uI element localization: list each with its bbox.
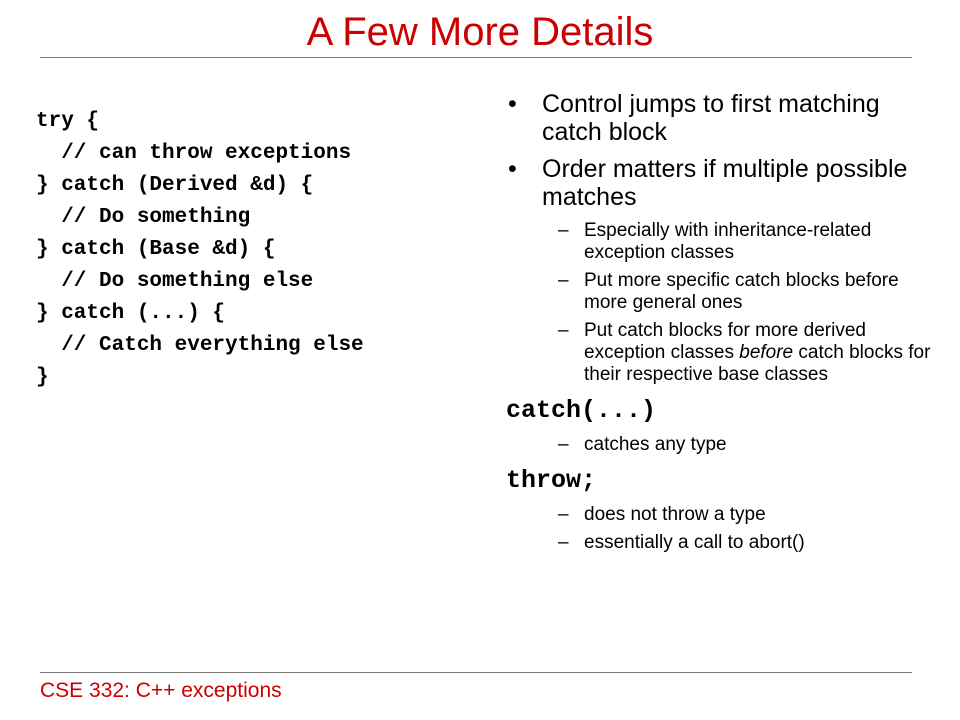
dash-icon: – (558, 504, 569, 525)
dash-icon: – (558, 434, 569, 455)
bullet-item (506, 90, 946, 146)
sub-bullet-text: essentially a call to abort() (584, 532, 805, 553)
bullet-dot-icon: • (508, 90, 517, 118)
code-line: } catch (Derived &d) { (36, 174, 314, 197)
footer-divider (40, 672, 912, 673)
rethrow-heading: throw; (506, 466, 597, 495)
bullet-item (506, 155, 946, 211)
code-line: // Do something (36, 206, 251, 229)
bullet-dot-icon: • (508, 155, 517, 183)
sub-bullet-item (506, 434, 946, 456)
sub-bullet-item (506, 220, 946, 264)
emphasis-text: before (739, 342, 794, 363)
bullet-text: Order matters if multiple possible matches (542, 155, 908, 211)
catch-all-heading: catch(...) (506, 396, 657, 425)
sub-bullet-item (506, 320, 946, 386)
sub-bullet-item (506, 270, 946, 314)
code-line: // Catch everything else (36, 334, 364, 357)
sub-bullet-text: catches any type (584, 434, 727, 455)
slide-title: A Few More Details (306, 10, 654, 54)
sub-bullet-text: does not throw a type (584, 504, 766, 525)
slide-footer: CSE 332: C++ exceptions (40, 679, 282, 702)
dash-icon: – (558, 270, 569, 291)
sub-bullet-text-pre: Put catch blocks for more derived exception classes (584, 320, 866, 363)
code-line: } catch (...) { (36, 302, 226, 325)
dash-icon: – (558, 220, 569, 241)
sub-bullet-text-post: catch blocks for their respective base classes (584, 342, 931, 385)
bullet-list (506, 90, 946, 560)
title-divider (40, 57, 912, 58)
sub-bullet-item (506, 504, 946, 526)
bullet-text: Control jumps to first matching catch block (542, 90, 880, 146)
dash-icon: – (558, 320, 569, 341)
code-line: try { (36, 110, 100, 133)
sub-bullet-text: Put more specific catch blocks before more general ones (584, 270, 899, 313)
code-line: // can throw exceptions (36, 142, 352, 165)
code-line: } catch (Base &d) { (36, 238, 276, 261)
dash-icon: – (558, 532, 569, 553)
code-line: } (36, 366, 49, 389)
sub-bullet-text: Especially with inheritance-related exception classes (584, 220, 872, 263)
code-block (36, 106, 364, 394)
code-line: // Do something else (36, 270, 314, 293)
sub-bullet-item (506, 532, 946, 554)
